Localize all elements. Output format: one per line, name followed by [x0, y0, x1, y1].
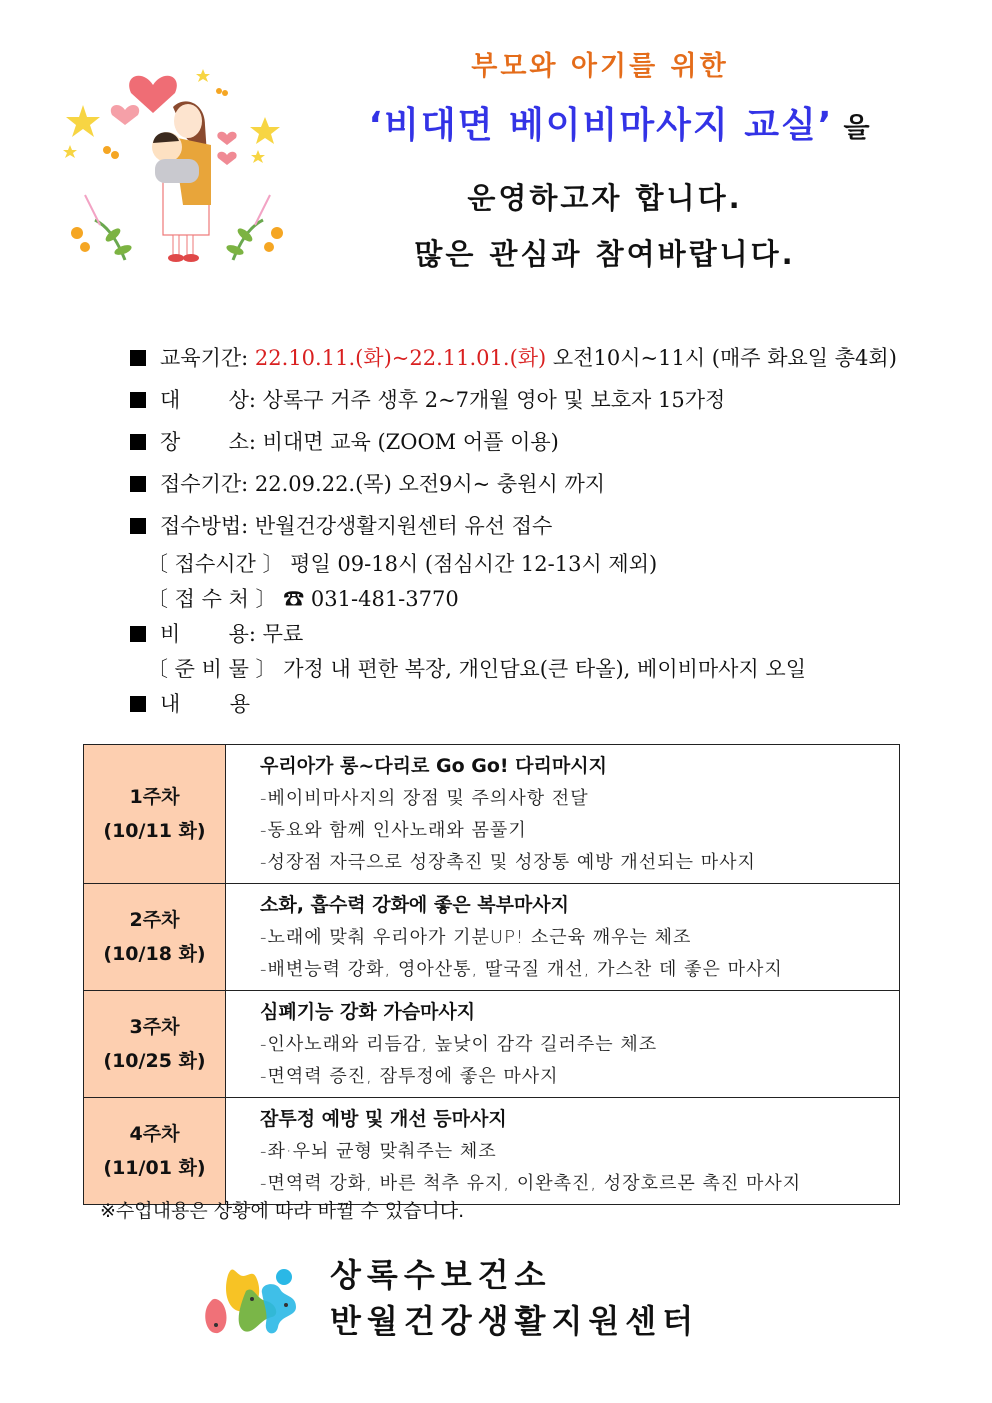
bullet-square-icon — [130, 476, 146, 492]
info-place-label — [160, 421, 256, 463]
week-content — [226, 1098, 900, 1205]
table-row — [84, 991, 900, 1098]
label-part: 용: — [228, 622, 256, 646]
org-logo-icon — [200, 1255, 310, 1345]
bullet-square-icon — [130, 350, 146, 366]
info-registration-method — [130, 505, 930, 547]
info-target-label — [160, 379, 256, 421]
headline-line-3: 운영하고자 합니다. — [467, 181, 743, 215]
week-number: 1주차 — [129, 786, 180, 808]
info-registration-method-label: 접수방법: — [160, 514, 249, 538]
week-content — [226, 884, 900, 991]
schedule-note: ※수업내용은 상황에 따라 바뀔 수 있습니다. — [100, 1200, 465, 1222]
info-period-label: 교육기간: — [160, 346, 249, 370]
week-cell — [84, 991, 226, 1098]
info-contact — [130, 582, 930, 617]
session-item: -좌·우뇌 균형 맞춰주는 체조 — [260, 1141, 497, 1162]
session-title: 우리아가 롱~다리로 Go Go! 다리마시지 — [260, 755, 607, 777]
info-registration-period — [130, 463, 930, 505]
info-registration-period-label: 접수기간: — [160, 472, 249, 496]
info-contents — [130, 687, 930, 722]
bullet-square-icon — [130, 626, 146, 642]
info-contents-label — [160, 687, 250, 722]
week-date: (11/01 화) — [103, 1157, 206, 1179]
session-item: -노래에 맞춰 우리아가 기분UP! 소근육 깨우는 체조 — [260, 927, 692, 948]
program-info — [130, 337, 930, 722]
info-contact-phone: 031-481-3770 — [304, 587, 459, 611]
info-registration-method-value: 반월건강생활지원센터 유선 접수 — [248, 514, 553, 538]
table-row — [84, 884, 900, 991]
info-place — [130, 421, 930, 463]
table-row — [84, 745, 900, 884]
session-item: -동요와 함께 인사노래와 몸풀기 — [260, 820, 527, 841]
label-part: 비 — [160, 622, 181, 646]
org-name-line-2: 반월건강생활지원센터 — [330, 1302, 700, 1340]
label-part: 대 — [160, 388, 181, 412]
table-row — [84, 1098, 900, 1205]
info-fee-value: 무료 — [256, 622, 304, 646]
info-target-value: 상록구 거주 생후 2~7개월 영아 및 보호자 15가정 — [256, 388, 726, 412]
week-number: 3주차 — [129, 1016, 180, 1038]
schedule-table — [83, 744, 900, 1205]
info-period-dates: 22.10.11.(화)~22.11.01.(화) — [254, 346, 547, 370]
session-item: -베이비마사지의 장점 및 주의사항 전달 — [260, 788, 589, 809]
session-item: -면역력 증진, 잠투정에 좋은 마사지 — [260, 1066, 559, 1087]
session-title: 잠투정 예방 및 개선 등마사지 — [260, 1108, 507, 1130]
session-item: -성장점 자극으로 성장촉진 및 성장통 예방 개선되는 마사지 — [260, 852, 756, 873]
week-cell — [84, 1098, 226, 1205]
org-name-line-1: 상록수보건소 — [330, 1256, 552, 1294]
headline-title — [320, 94, 920, 158]
label-part: 장 — [160, 430, 181, 454]
info-place-value: 비대면 교육 (ZOOM 어플 이용) — [256, 430, 559, 454]
week-number: 4주차 — [129, 1123, 180, 1145]
session-item: -면역력 강화, 바른 척추 유지, 이완촉진, 성장호르몬 촉진 마사지 — [260, 1173, 802, 1194]
phone-icon: ☎ — [283, 587, 305, 611]
week-date: (10/18 화) — [103, 943, 206, 965]
session-title: 심폐기능 강화 가슴마사지 — [260, 1001, 476, 1023]
week-date: (10/11 화) — [103, 820, 206, 842]
info-fee-label — [160, 617, 256, 652]
organization-name — [330, 1252, 699, 1344]
info-supplies-label: 〔 준 비 물 〕 — [147, 657, 277, 681]
info-supplies-value: 가정 내 편한 복장, 개인담요(큰 타올), 베이비마사지 오일 — [276, 657, 806, 681]
week-content — [226, 745, 900, 884]
mother-baby-illustration — [55, 55, 295, 275]
week-cell — [84, 884, 226, 991]
info-period — [130, 337, 930, 379]
info-target — [130, 379, 930, 421]
week-cell — [84, 745, 226, 884]
info-registration-hours — [130, 547, 930, 582]
headline-subtitle: 부모와 아기를 위한 — [471, 51, 729, 82]
week-date: (10/25 화) — [103, 1050, 206, 1072]
info-contact-label: 〔 접 수 처 〕 — [147, 587, 277, 611]
info-registration-period-value: 22.09.22.(목) 오전9시~ 충원시 까지 — [248, 472, 606, 496]
info-supplies — [130, 652, 930, 687]
label-part: 소: — [228, 430, 256, 454]
week-content — [226, 991, 900, 1098]
headline — [320, 44, 920, 282]
week-number: 2주차 — [129, 909, 180, 931]
program-name-particle: 을 — [843, 113, 872, 144]
label-part: 내 — [160, 692, 181, 716]
info-period-time: 오전10시~11시 (매주 화요일 총4회) — [546, 346, 897, 370]
headline-line-4: 많은 관심과 참여바랍니다. — [414, 237, 796, 271]
bullet-square-icon — [130, 434, 146, 450]
session-title: 소화, 흡수력 강화에 좋은 복부마사지 — [260, 894, 569, 916]
info-registration-hours-label: 〔 접수시간 〕 — [147, 552, 284, 576]
session-item: -인사노래와 리듬감, 높낮이 감각 길러주는 체조 — [260, 1034, 658, 1055]
label-part: 용 — [229, 692, 250, 716]
info-registration-hours-value: 평일 09-18시 (점심시간 12-13시 제외) — [283, 552, 658, 576]
program-name: ‘비대면 베이비마사지 교실’ — [368, 105, 834, 146]
label-part: 상: — [228, 388, 256, 412]
bullet-square-icon — [130, 518, 146, 534]
bullet-square-icon — [130, 696, 146, 712]
info-fee — [130, 617, 930, 652]
bullet-square-icon — [130, 392, 146, 408]
session-item: -배변능력 강화, 영아산통, 딸국질 개선, 가스찬 데 좋은 마사지 — [260, 959, 783, 980]
